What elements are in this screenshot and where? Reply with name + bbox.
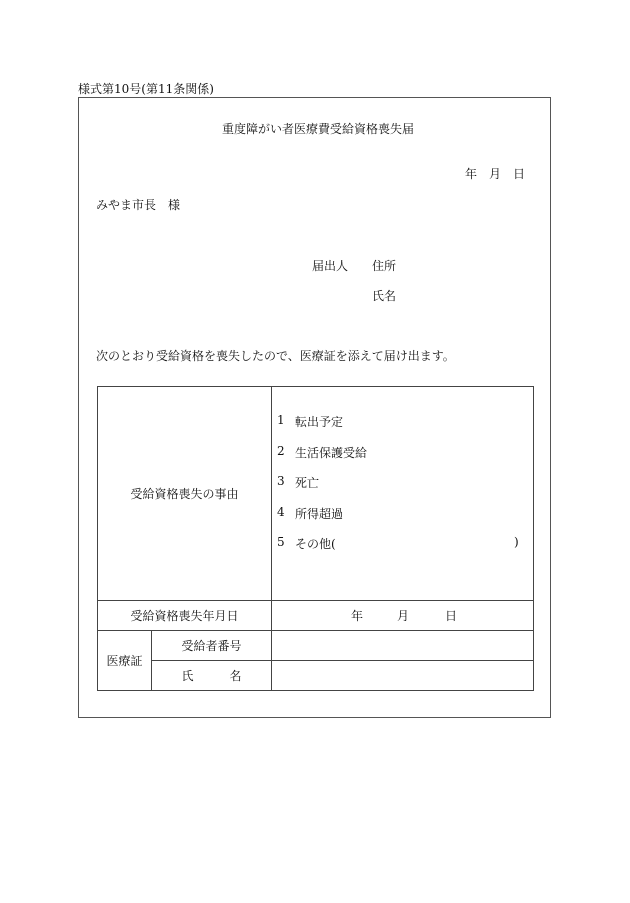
form-number: 様式第10号(第11条関係) [78, 82, 214, 96]
submission-month-label: 月 [489, 167, 502, 181]
submission-year-label: 年 [465, 167, 478, 181]
certificate-header: 医療証 [98, 631, 152, 691]
reason-label: 生活保護受給 [295, 445, 368, 460]
loss-month-label: 月 [397, 609, 410, 623]
reason-number: 4 [277, 504, 285, 519]
certificate-name-field[interactable] [272, 661, 534, 691]
reason-option-income[interactable] [277, 505, 533, 536]
reason-options-cell [272, 387, 534, 601]
loss-details-table [97, 386, 534, 691]
loss-day-label: 日 [445, 609, 458, 623]
reason-label: 死亡 [295, 476, 320, 490]
reason-label: 転出予定 [295, 415, 344, 429]
reason-header: 受給資格喪失の事由 [98, 387, 272, 601]
reason-option-welfare[interactable] [277, 444, 533, 475]
reason-option-other[interactable] [277, 535, 533, 566]
statement-text: 次のとおり受給資格を喪失したので、医療証を添えて届け出ます。 [96, 349, 455, 363]
addressee: みやま市長 様 [96, 198, 181, 212]
applicant-name-label: 氏名 [372, 289, 397, 303]
reason-label: その他( [295, 537, 336, 551]
reason-label: 所得超過 [295, 506, 344, 521]
reason-number: 1 [277, 413, 285, 427]
loss-date-field[interactable] [272, 601, 534, 631]
reason-other-close-paren: ) [514, 535, 519, 549]
submission-day-label: 日 [513, 167, 526, 181]
applicant-address-label: 住所 [372, 259, 397, 273]
recipient-number-label: 受給者番号 [152, 631, 272, 661]
recipient-number-field[interactable] [272, 631, 534, 661]
loss-date-parts [272, 601, 533, 630]
reason-number: 5 [277, 535, 285, 549]
reason-option-death[interactable] [277, 474, 533, 505]
reason-list [277, 413, 533, 566]
reason-number: 3 [277, 474, 285, 488]
reason-option-moving[interactable] [277, 413, 533, 444]
applicant-label: 届出人 [312, 259, 349, 273]
certificate-name-label: 氏 名 [152, 661, 272, 691]
loss-date-header: 受給資格喪失年月日 [98, 601, 272, 631]
reason-number: 2 [277, 443, 285, 458]
loss-year-label: 年 [351, 609, 364, 623]
form-title: 重度障がい者医療費受給資格喪失届 [222, 122, 415, 136]
